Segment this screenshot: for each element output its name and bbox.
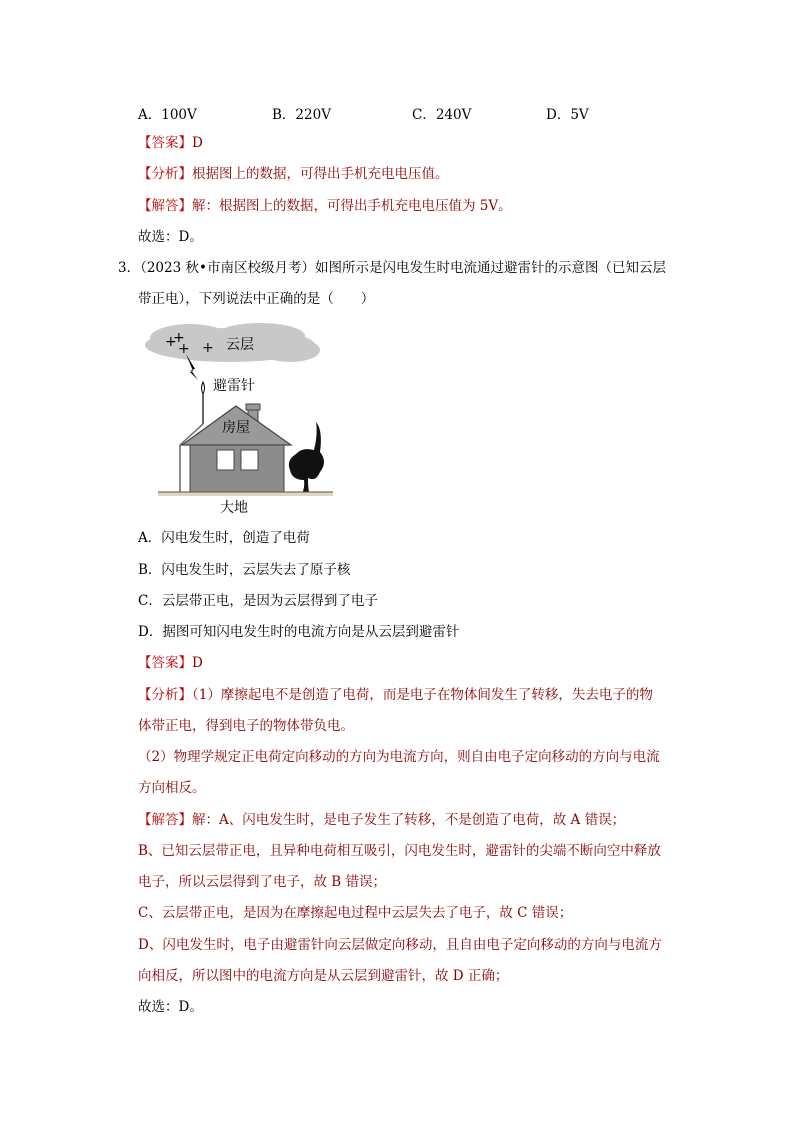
solution-tag: 【解答】 [138,812,192,828]
answer-value: D [192,135,203,151]
q3-stem-line2: 带正电），下列说法中正确的是（ ） [138,291,375,307]
analysis-tag: 【分析】 [138,166,192,182]
rod-tip-icon [202,382,205,394]
chimney [246,404,260,410]
q3-analysis-line2: 体带正电，得到电子的物体带负电。 [138,718,354,734]
prev-answer-line [138,134,203,152]
tree-icon [289,422,324,494]
house-window-right [241,450,258,470]
charge-plus-4: + [202,340,214,356]
analysis-text: 根据图上的数据，可得出手机充电电压值。 [192,166,449,182]
house-body [190,445,284,492]
prev-analysis-line [138,165,449,183]
answer-tag: 【答案】 [138,655,192,671]
q3-solution-line1 [138,811,625,829]
q3-solution-line6: 向相反，所以图中的电流方向是从云层到避雷针，故 D 正确； [138,968,509,984]
rod-label: 避雷针 [213,378,255,394]
prev-option-d: D．5V [546,107,589,123]
q3-solution-line3: 电子，所以云层得到了电子，故 B 错误； [138,874,387,890]
q3-solution-line5: D、闪电发生时，电子由避雷针向云层做定向移动，且自由电子定向移动的方向与电流方 [138,937,662,953]
ground-strip [158,492,333,496]
solution-tag: 【解答】 [138,198,192,214]
q3-solution-line4: C、云层带正电，是因为在摩擦起电过程中云层失去了电子，故 C 错误； [138,905,573,921]
q3-option-c: C．云层带正电，是因为云层得到了电子 [138,593,378,609]
q3-solution-line2: B、已知云层带正电，且异种电荷相互吸引，闪电发生时，避雷针的尖端不断向空中释放 [138,843,661,859]
lightning-rod-figure [140,322,340,518]
cloud-label: 云层 [226,337,254,353]
q3-answer-line [138,654,203,672]
analysis-text: （1）摩擦起电不是创造了电荷，而是电子在物体间发生了转移，失去电子的物 [192,687,653,703]
q3-analysis-line3: （2）物理学规定正电荷定向移动的方向为电流方向，则自由电子定向移动的方向与电流 [138,749,660,765]
ground-label: 大地 [220,500,248,516]
q3-analysis-line4: 方向相反。 [138,780,206,796]
q3-analysis-line1 [138,686,653,704]
prev-option-b: B．220V [272,107,331,123]
charge-plus-2: + [173,330,185,346]
prev-choice: 故选：D。 [138,229,203,245]
answer-value: D [192,655,203,671]
q3-choice: 故选：D。 [138,999,203,1015]
q3-stem-line1: 3．（2023 秋•市南区校级月考）如图所示是闪电发生时电流通过避雷针的示意图（已知云层 [118,260,666,276]
house-label: 房屋 [222,420,250,436]
prev-option-a: A．100V [138,107,197,123]
charge-plus-3: + [178,341,190,357]
charge-plus-1: + [165,334,177,350]
q3-option-d: D．据图可知闪电发生时的电流方向是从云层到避雷针 [138,624,460,640]
prev-solution-line [138,197,512,215]
house-window-left [217,450,234,470]
prev-option-c: C．240V [412,107,472,123]
solution-text: 解：根据图上的数据，可得出手机充电电压值为 5V。 [192,198,512,214]
answer-tag: 【答案】 [138,135,192,151]
lightning-rod-diagram [140,322,340,518]
solution-text: 解：A、闪电发生时，是电子发生了转移，不是创造了电荷，故 A 错误； [192,812,626,828]
analysis-tag: 【分析】 [138,687,192,703]
q3-option-b: B．闪电发生时，云层失去了原子核 [138,562,351,578]
q3-option-a: A．闪电发生时，创造了电荷 [138,530,310,546]
